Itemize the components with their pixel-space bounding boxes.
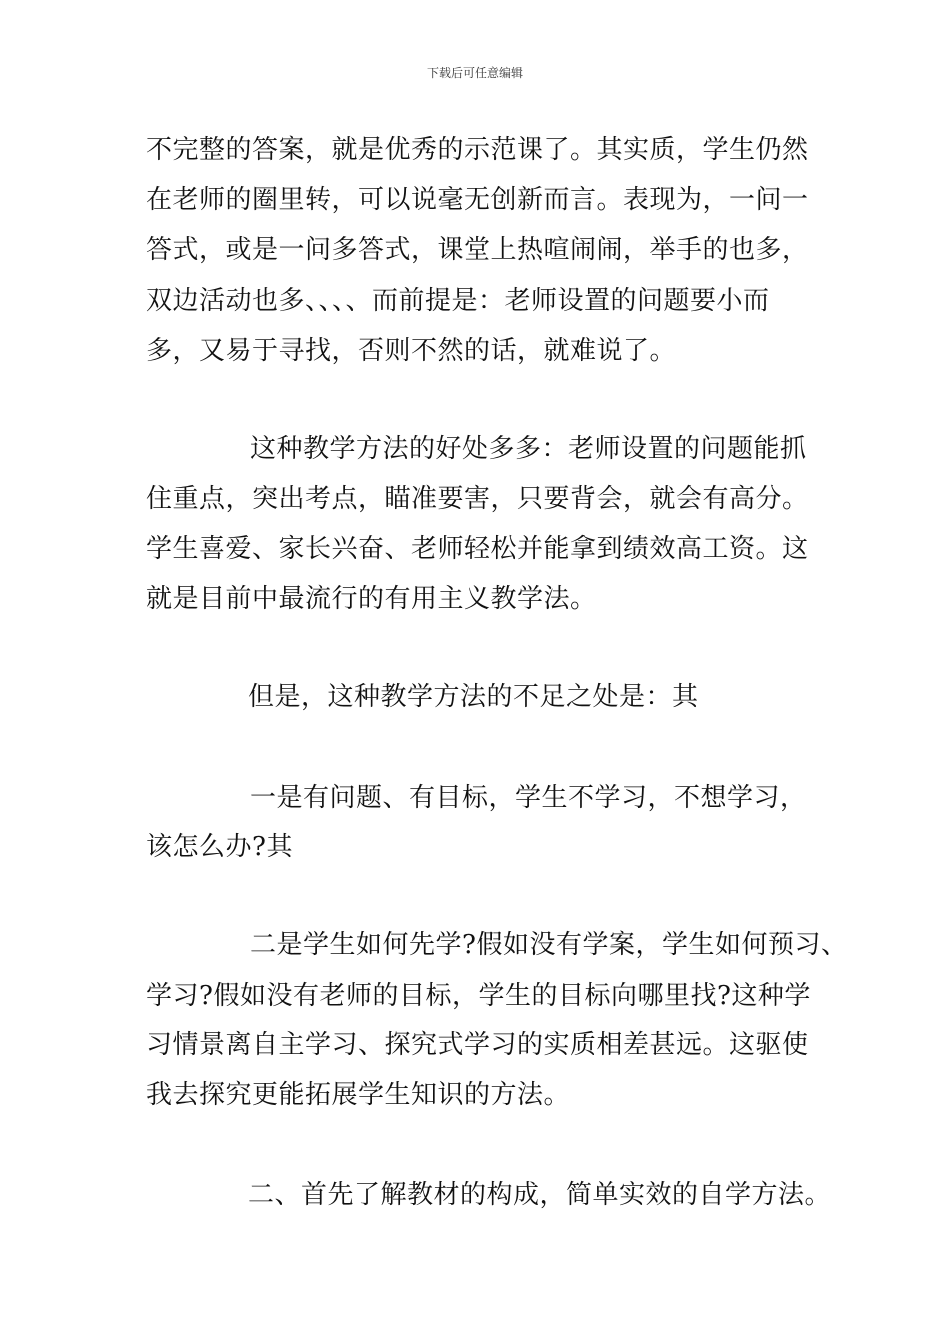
text-line: 这种教学方法的好处多多：老师设置的问题能抓 <box>250 434 807 464</box>
text-line: 学生喜爱、家长兴奋、老师轻松并能拿到绩效高工资。这 <box>146 534 809 564</box>
text-line: 我去探究更能拓展学生知识的方法。 <box>146 1080 571 1110</box>
text-line: 该怎么办?其 <box>146 832 293 862</box>
text-line: 习情景离自主学习、探究式学习的实质相差甚远。这驱使 <box>146 1030 809 1060</box>
text-line: 在老师的圈里转，可以说毫无创新而言。表现为，一问一 <box>146 185 809 215</box>
text-line: 答式，或是一问多答式，课堂上热喧闹闹，举手的也多， <box>146 235 809 265</box>
text-line: 二是学生如何先学?假如没有学案，学生如何预习、 <box>250 930 848 960</box>
text-line: 住重点，突出考点，瞄准要害，只要背会，就会有高分。 <box>146 484 809 514</box>
page-header: 下载后可任意编辑 <box>426 66 523 80</box>
text-line: 多，又易于寻找，否则不然的话，就难说了。 <box>146 336 677 366</box>
text-line: 一是有问题、有目标，学生不学习，不想学习， <box>250 783 807 813</box>
text-line: 学习?假如没有老师的目标，学生的目标向哪里找?这种学 <box>146 981 811 1011</box>
text-line: 不完整的答案，就是优秀的示范课了。其实质，学生仍然 <box>146 135 809 165</box>
text-line: 但是，这种教学方法的不足之处是：其 <box>248 682 699 712</box>
text-line: 双边活动也多、、、、而前提是：老师设置的问题要小而 <box>146 286 770 316</box>
text-line: 二、首先了解教材的构成，简单实效的自学方法。 <box>248 1180 832 1210</box>
text-line: 就是目前中最流行的有用主义教学法。 <box>146 584 597 614</box>
